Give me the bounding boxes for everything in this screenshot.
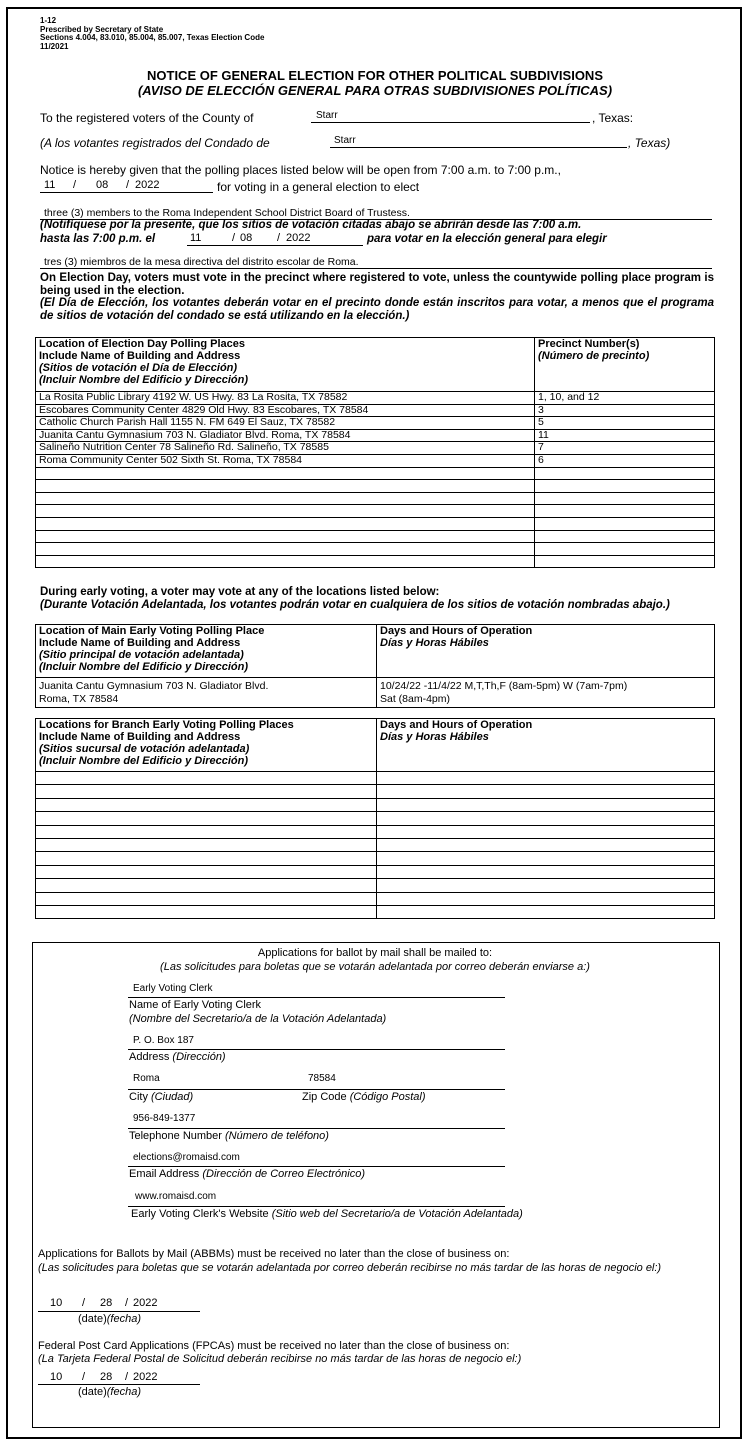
branch-early-row bbox=[36, 905, 715, 918]
header-line: Include Name of Building and Address bbox=[39, 637, 241, 649]
header-line: (Número de precinto) bbox=[538, 350, 650, 362]
location-line: Roma, TX 78584 bbox=[39, 693, 119, 705]
address-line bbox=[128, 1049, 505, 1050]
notice-spanish-2-post: para votar en la elección general para elegir bbox=[367, 233, 607, 245]
election-day-row bbox=[36, 442, 715, 455]
fpca-sep1: / bbox=[82, 1371, 86, 1383]
branch-early-row bbox=[36, 825, 715, 838]
precinct-number bbox=[535, 505, 715, 518]
email-label bbox=[129, 1168, 365, 1180]
branch-early-header-row bbox=[36, 719, 715, 772]
election-day-row bbox=[36, 543, 715, 556]
precinct-number: 11 bbox=[535, 429, 715, 442]
main-early-voting-table bbox=[35, 624, 715, 708]
header-line: (Incluir Nombre del Edificio y Dirección) bbox=[39, 661, 249, 673]
branch-location-cell bbox=[36, 825, 377, 838]
abbm-year: 2022 bbox=[133, 1297, 158, 1309]
branch-hours-cell bbox=[377, 812, 715, 825]
early-voting-note-es: (Durante Votación Adelantada, los votantes podrán votar en cualquiera de los sitios de votación nombradas abajo.) bbox=[40, 599, 670, 611]
branch-hours-cell bbox=[377, 865, 715, 878]
abbm-date-label-es: (fecha) bbox=[106, 1313, 141, 1325]
website-value: www.romaisd.com bbox=[135, 1191, 217, 1202]
hours-line: 10/24/22 -11/4/22 M,T,Th,F (8am-5pm) W (7am-7pm) bbox=[380, 680, 628, 692]
branch-early-hours-header bbox=[377, 719, 715, 772]
branch-early-row bbox=[36, 852, 715, 865]
branch-hours-cell bbox=[377, 838, 715, 851]
abbm-text-es: (Las solicitudes para boletas que se votarán adelantada por correo deberán recibirse no más tardar de las horas de negocio el:) bbox=[38, 1262, 662, 1274]
county-line-es bbox=[330, 147, 627, 148]
precinct-number: 7 bbox=[535, 442, 715, 455]
abbm-sep2: / bbox=[125, 1297, 129, 1309]
election-date-line-es bbox=[187, 245, 363, 246]
branch-early-row bbox=[36, 879, 715, 892]
office-line-es bbox=[40, 268, 712, 269]
polling-place-location: Roma Community Center 502 Sixth St. Roma, TX 78584 bbox=[36, 454, 535, 467]
branch-location-cell bbox=[36, 852, 377, 865]
election-year-es: 2022 bbox=[286, 232, 311, 244]
phone-label-en: Telephone Number bbox=[129, 1130, 222, 1142]
title-english: NOTICE OF GENERAL ELECTION FOR OTHER POLITICAL SUBDIVISIONS bbox=[147, 68, 603, 83]
election-day-row bbox=[36, 404, 715, 417]
county-value-es: Starr bbox=[334, 135, 356, 146]
county-label-es: (A los votantes registrados del Condado de bbox=[40, 136, 270, 150]
election-day-note-es: (El Día de Elección, los votantes deberán votar en el precinto donde están inscritos para votar, a menos que el programa de sitios de votación del condado se está utilizando en la elección.) bbox=[40, 297, 714, 322]
polling-place-location bbox=[36, 517, 535, 530]
election-day-note: On Election Day, voters must vote in the precinct where registered to vote, unless the countywide polling place program is being used in the election. bbox=[40, 272, 714, 297]
main-early-hours bbox=[377, 678, 715, 708]
election-day-row bbox=[36, 429, 715, 442]
zip-label-en: Zip Code bbox=[302, 1091, 347, 1103]
election-day-row bbox=[36, 530, 715, 543]
county-line bbox=[311, 122, 590, 123]
county-suffix-es: , Texas) bbox=[628, 136, 671, 150]
branch-location-cell bbox=[36, 798, 377, 811]
election-month: 11 bbox=[44, 179, 56, 191]
abbm-date-label bbox=[78, 1313, 141, 1325]
form-number: 1-12 bbox=[40, 16, 57, 25]
early-voting-note: During early voting, a voter may vote at any of the locations listed below: bbox=[40, 586, 440, 598]
address-value: P. O. Box 187 bbox=[133, 1035, 194, 1046]
branch-early-row bbox=[36, 812, 715, 825]
header-line: Days and Hours of Operation bbox=[380, 719, 533, 731]
precinct-number bbox=[535, 517, 715, 530]
election-sep2: / bbox=[126, 179, 130, 191]
city-value: Roma bbox=[133, 1073, 160, 1084]
fpca-sep2: / bbox=[125, 1371, 129, 1383]
header-line: Días y Horas Hábiles bbox=[380, 637, 489, 649]
branch-hours-cell bbox=[377, 825, 715, 838]
branch-location-cell bbox=[36, 785, 377, 798]
abbm-date-line bbox=[38, 1311, 200, 1312]
phone-label-es: (Número de teléfono) bbox=[225, 1130, 329, 1142]
email-value: elections@romaisd.com bbox=[133, 1152, 240, 1163]
website-label-en: Early Voting Clerk's Website bbox=[131, 1208, 269, 1220]
branch-early-voting-table bbox=[35, 718, 715, 919]
main-early-location bbox=[36, 678, 377, 708]
header-line: Location of Main Early Voting Polling Place bbox=[39, 625, 265, 637]
main-early-location-header bbox=[36, 625, 377, 678]
fpca-month: 10 bbox=[50, 1371, 63, 1383]
main-early-row bbox=[36, 678, 715, 708]
election-day-row bbox=[36, 480, 715, 493]
notice-text: Notice is hereby given that the polling places listed below will be open from 7:00 a.m. to 7:00 p.m., bbox=[40, 163, 561, 177]
clerk-name-label: Name of Early Voting Clerk bbox=[129, 999, 262, 1011]
branch-location-cell bbox=[36, 838, 377, 851]
city-line bbox=[128, 1089, 505, 1090]
precinct-number bbox=[535, 480, 715, 493]
header-line: (Sitios de votación el Día de Elección) bbox=[39, 362, 238, 374]
polling-place-location bbox=[36, 530, 535, 543]
precinct-number: 6 bbox=[535, 454, 715, 467]
election-day-row bbox=[36, 505, 715, 518]
branch-early-row bbox=[36, 838, 715, 851]
branch-hours-cell bbox=[377, 772, 715, 785]
branch-early-row bbox=[36, 785, 715, 798]
election-day-row bbox=[36, 454, 715, 467]
election-date-line bbox=[40, 192, 213, 193]
election-day: 08 bbox=[96, 179, 109, 191]
precinct-number bbox=[535, 555, 715, 568]
header-line: Locations for Branch Early Voting Polling Places bbox=[39, 719, 294, 731]
precinct-number: 1, 10, and 12 bbox=[535, 392, 715, 405]
election-day-precinct-header bbox=[535, 338, 715, 392]
website-label bbox=[131, 1208, 523, 1220]
polling-place-location bbox=[36, 467, 535, 480]
mail-heading-es: (Las solicitudes para boletas que se votarán adelantada por correo deberán enviarse a:) bbox=[160, 961, 590, 973]
county-suffix: , Texas: bbox=[592, 111, 634, 125]
email-label-en: Email Address bbox=[129, 1168, 200, 1180]
header-line: Días y Horas Hábiles bbox=[380, 731, 489, 743]
election-year: 2022 bbox=[135, 179, 160, 191]
election-day-location-header bbox=[36, 338, 535, 392]
city-label-en: City bbox=[129, 1091, 148, 1103]
fpca-date-line bbox=[38, 1384, 200, 1385]
address-label bbox=[129, 1051, 226, 1063]
election-day-table bbox=[35, 337, 715, 568]
mail-heading: Applications for ballot by mail shall be mailed to: bbox=[257, 947, 493, 959]
polling-place-location bbox=[36, 480, 535, 493]
website-label-es: (Sitio web del Secretario/a de Votación Adelantada) bbox=[271, 1208, 523, 1220]
fpca-date-label-en: (date) bbox=[78, 1386, 107, 1398]
address-label-es: (Dirección) bbox=[172, 1051, 226, 1063]
precinct-number bbox=[535, 543, 715, 556]
county-value: Starr bbox=[316, 110, 338, 121]
county-label: To the registered voters of the County of bbox=[40, 111, 254, 125]
branch-hours-cell bbox=[377, 905, 715, 918]
office-spanish: tres (3) miembros de la mesa directiva del distrito escolar de Roma. bbox=[44, 256, 359, 268]
polling-place-location bbox=[36, 492, 535, 505]
polling-place-location: La Rosita Public Library 4192 W. US Hwy. 83 La Rosita, TX 78582 bbox=[36, 392, 535, 405]
header-line: Days and Hours of Operation bbox=[380, 625, 533, 637]
abbm-sep1: / bbox=[82, 1297, 86, 1309]
precinct-number: 3 bbox=[535, 404, 715, 417]
header-line: (Sitios sucursal de votación adelantada) bbox=[39, 743, 250, 755]
fpca-year: 2022 bbox=[133, 1371, 158, 1383]
election-sep1-es: / bbox=[232, 232, 236, 244]
header-line: (Incluir Nombre del Edificio y Dirección) bbox=[39, 755, 249, 767]
notice-spanish-1: (Notifíquese por la presente, que los sitios de votación citadas abajo se abrirán desde las 7:00 a.m. bbox=[40, 219, 582, 231]
zip-value: 78584 bbox=[308, 1073, 336, 1084]
branch-location-cell bbox=[36, 892, 377, 905]
branch-location-cell bbox=[36, 812, 377, 825]
prescribed-by: Prescribed by Secretary of State bbox=[40, 24, 164, 34]
branch-early-row bbox=[36, 892, 715, 905]
branch-early-row bbox=[36, 772, 715, 785]
election-day-row bbox=[36, 417, 715, 430]
branch-hours-cell bbox=[377, 879, 715, 892]
branch-early-location-header bbox=[36, 719, 377, 772]
form-header bbox=[40, 17, 264, 51]
precinct-number bbox=[535, 530, 715, 543]
code-sections: Sections 4.004, 83.010, 85.004, 85.007, Texas Election Code bbox=[40, 33, 265, 42]
clerk-name-line bbox=[128, 997, 505, 998]
election-day-row bbox=[36, 392, 715, 405]
main-early-hours-header bbox=[377, 625, 715, 678]
fpca-day: 28 bbox=[100, 1371, 113, 1383]
election-day-es: 08 bbox=[240, 232, 253, 244]
election-day-row bbox=[36, 555, 715, 568]
email-label-es: (Dirección de Correo Electrónico) bbox=[202, 1168, 365, 1180]
phone-line bbox=[128, 1128, 505, 1129]
office-english: three (3) members to the Roma Independent School District Board of Trustess. bbox=[44, 207, 410, 219]
header-line: (Sitio principal de votación adelantada) bbox=[39, 649, 244, 661]
fpca-text-es: (La Tarjeta Federal Postal de Solicitud deberán recibirse no más tardar de las horas de negocio el:) bbox=[38, 1353, 522, 1365]
address-label-en: Address bbox=[129, 1051, 170, 1063]
clerk-name-label-es: (Nombre del Secretario/a de la Votación Adelantada) bbox=[129, 1013, 387, 1025]
fpca-text: Federal Post Card Applications (FPCAs) must be received no later than the close of business on: bbox=[38, 1340, 510, 1352]
hours-line: Sat (8am-4pm) bbox=[380, 693, 451, 705]
polling-place-location bbox=[36, 555, 535, 568]
zip-label-es: (Código Postal) bbox=[349, 1091, 426, 1103]
election-month-es: 11 bbox=[190, 232, 202, 244]
election-sep2-es: / bbox=[277, 232, 281, 244]
polling-place-location: Juanita Cantu Gymnasium 703 N. Gladiator Blvd. Roma, TX 78584 bbox=[36, 429, 535, 442]
clerk-name-value: Early Voting Clerk bbox=[133, 983, 213, 994]
header-line: Include Name of Building and Address bbox=[39, 350, 241, 362]
branch-hours-cell bbox=[377, 852, 715, 865]
for-voting-text: for voting in a general election to elect bbox=[217, 180, 420, 194]
election-sep1: / bbox=[73, 179, 77, 191]
abbm-text: Applications for Ballots by Mail (ABBMs) must be received no later than the close of business on: bbox=[38, 1248, 510, 1260]
abbm-month: 10 bbox=[50, 1297, 63, 1309]
phone-label bbox=[129, 1130, 329, 1142]
election-day-header-row bbox=[36, 338, 715, 392]
branch-location-cell bbox=[36, 905, 377, 918]
header-line: Include Name of Building and Address bbox=[39, 731, 241, 743]
email-line bbox=[128, 1166, 505, 1167]
fpca-date-label-es: (fecha) bbox=[106, 1386, 141, 1398]
header-line: Location of Election Day Polling Places bbox=[39, 338, 245, 350]
branch-hours-cell bbox=[377, 892, 715, 905]
branch-hours-cell bbox=[377, 785, 715, 798]
location-line: Juanita Cantu Gymnasium 703 N. Gladiator Blvd. bbox=[39, 680, 269, 692]
polling-place-location: Escobares Community Center 4829 Old Hwy. 83 Escobares, TX 78584 bbox=[36, 404, 535, 417]
polling-place-location bbox=[36, 505, 535, 518]
polling-place-location: Catholic Church Parish Hall 1155 N. FM 649 El Sauz, TX 78582 bbox=[36, 417, 535, 430]
branch-early-row bbox=[36, 798, 715, 811]
precinct-number bbox=[535, 467, 715, 480]
header-line: Precinct Number(s) bbox=[538, 338, 640, 350]
election-day-row bbox=[36, 517, 715, 530]
zip-label bbox=[302, 1091, 426, 1103]
precinct-number bbox=[535, 492, 715, 505]
branch-hours-cell bbox=[377, 798, 715, 811]
election-day-row bbox=[36, 492, 715, 505]
branch-location-cell bbox=[36, 865, 377, 878]
notice-spanish-2-pre: hasta las 7:00 p.m. el bbox=[40, 233, 156, 245]
abbm-date-label-en: (date) bbox=[78, 1313, 107, 1325]
revision-date: 11/2021 bbox=[40, 41, 69, 51]
election-day-row bbox=[36, 467, 715, 480]
website-line bbox=[128, 1206, 505, 1207]
polling-place-location: Salineño Nutrition Center 78 Salineño Rd. Salineño, TX 78585 bbox=[36, 442, 535, 455]
branch-early-row bbox=[36, 865, 715, 878]
title-spanish: (AVISO DE ELECCIÓN GENERAL PARA OTRAS SUBDIVISIONES POLÍTICAS) bbox=[137, 83, 613, 98]
branch-location-cell bbox=[36, 879, 377, 892]
precinct-number: 5 bbox=[535, 417, 715, 430]
phone-value: 956-849-1377 bbox=[133, 1113, 196, 1124]
polling-place-location bbox=[36, 543, 535, 556]
fpca-date-label bbox=[78, 1386, 141, 1398]
abbm-day: 28 bbox=[100, 1297, 113, 1309]
main-early-header-row bbox=[36, 625, 715, 678]
city-label-es: (Ciudad) bbox=[151, 1091, 194, 1103]
header-line: (Incluir Nombre del Edificio y Dirección) bbox=[39, 374, 249, 386]
city-label bbox=[129, 1091, 193, 1103]
branch-location-cell bbox=[36, 772, 377, 785]
